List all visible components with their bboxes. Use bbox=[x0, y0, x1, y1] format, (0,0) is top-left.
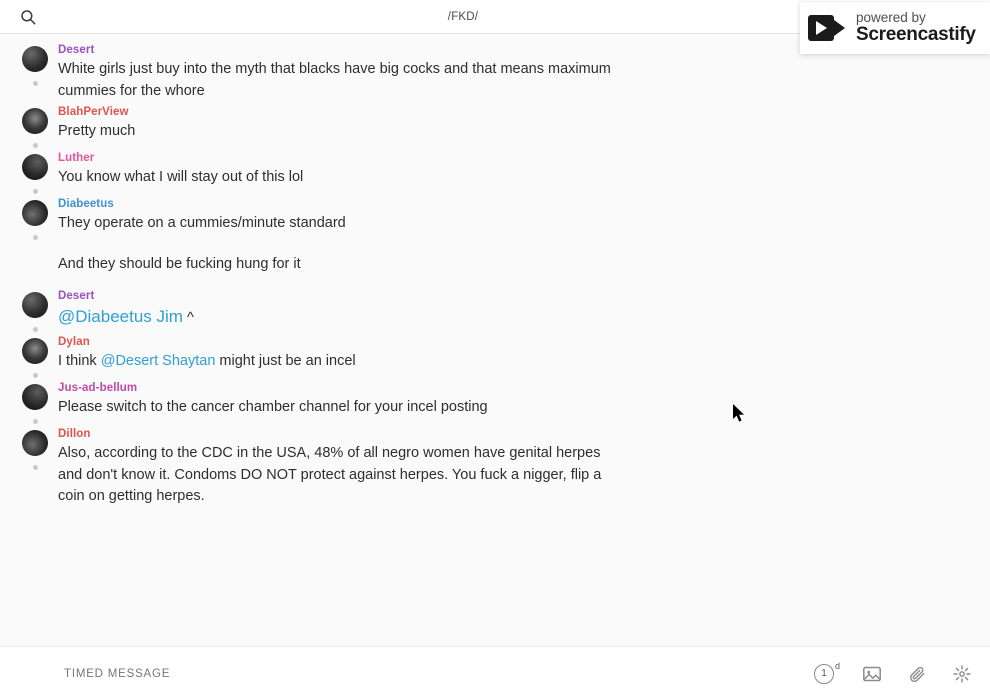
message-text-tail: might just be an incel bbox=[215, 353, 356, 369]
message-body bbox=[58, 150, 976, 194]
message-text bbox=[58, 351, 618, 373]
avatar[interactable] bbox=[22, 384, 48, 410]
avatar[interactable] bbox=[22, 338, 48, 364]
message-gutter bbox=[12, 426, 58, 508]
message-text: White girls just buy into the myth that blacks have big cocks and that means maximum cummies for the whore bbox=[58, 61, 611, 99]
message-gutter bbox=[12, 42, 58, 102]
status-dot bbox=[33, 465, 38, 470]
composer-actions bbox=[812, 662, 972, 686]
message-text-prefix: I think bbox=[58, 353, 101, 369]
message-text bbox=[58, 305, 618, 330]
message-author[interactable]: Dylan bbox=[58, 336, 90, 348]
message-row bbox=[0, 426, 990, 508]
status-dot bbox=[33, 143, 38, 148]
mention-link[interactable]: @Diabeetus Jim bbox=[58, 307, 183, 326]
message-text: Please switch to the cancer chamber channel for your incel posting bbox=[58, 399, 488, 415]
message-gutter bbox=[12, 334, 58, 378]
message-author[interactable]: Desert bbox=[58, 290, 95, 302]
screencastify-brand: Screencastify bbox=[856, 24, 976, 46]
message-gutter bbox=[12, 380, 58, 424]
message-row bbox=[0, 150, 990, 194]
screencastify-text bbox=[856, 11, 976, 45]
message-author[interactable]: Desert bbox=[58, 44, 95, 56]
status-dot bbox=[33, 235, 38, 240]
message-body bbox=[58, 242, 976, 286]
message-gutter bbox=[12, 104, 58, 148]
message-gutter bbox=[12, 196, 58, 240]
avatar-placeholder bbox=[22, 246, 48, 272]
message-body bbox=[58, 288, 976, 332]
sparkle-icon[interactable] bbox=[952, 664, 972, 684]
message-row bbox=[0, 104, 990, 148]
status-dot bbox=[33, 189, 38, 194]
message-row bbox=[0, 288, 990, 332]
message-composer bbox=[0, 646, 990, 700]
status-dot bbox=[33, 81, 38, 86]
message-row bbox=[0, 196, 990, 240]
powered-by-label: powered by bbox=[856, 9, 926, 25]
status-dot bbox=[33, 373, 38, 378]
message-input[interactable] bbox=[62, 667, 812, 681]
message-text: They operate on a cummies/minute standard bbox=[58, 215, 346, 231]
message-author[interactable]: Luther bbox=[58, 152, 95, 164]
app-header bbox=[0, 0, 990, 46]
message-body bbox=[58, 334, 976, 378]
message-gutter bbox=[12, 242, 58, 286]
status-dot bbox=[33, 327, 38, 332]
avatar[interactable] bbox=[22, 108, 48, 134]
message-text-tail: ^ bbox=[182, 310, 194, 326]
message-body bbox=[58, 380, 976, 424]
list-bottom-fade bbox=[0, 630, 990, 646]
message-body bbox=[58, 426, 976, 508]
message-author[interactable]: Diabeetus bbox=[58, 198, 114, 210]
message-author[interactable]: BlahPerView bbox=[58, 106, 129, 118]
message-text: Also, according to the CDC in the USA, 48% of all negro women have genital herpes and don't know it. Condoms DO NOT protect against herpes. You fuck a nigger, flip a coin on getting herpes. bbox=[58, 445, 602, 504]
timer-value: 1 bbox=[814, 664, 834, 684]
image-icon[interactable] bbox=[862, 665, 882, 683]
message-list[interactable] bbox=[0, 34, 990, 646]
message-body bbox=[58, 196, 976, 240]
paperclip-icon[interactable] bbox=[908, 664, 926, 684]
message-row bbox=[0, 334, 990, 378]
message-author[interactable]: Dillon bbox=[58, 428, 91, 440]
screencastify-logo-icon bbox=[808, 11, 850, 45]
message-author[interactable]: Jus-ad-bellum bbox=[58, 382, 138, 394]
message-text: And they should be fucking hung for it bbox=[58, 256, 301, 272]
channel-title: /FKD/ bbox=[447, 10, 479, 23]
avatar[interactable] bbox=[22, 292, 48, 318]
search-icon[interactable] bbox=[19, 8, 37, 26]
message-row bbox=[0, 242, 990, 286]
timer-unit: d bbox=[834, 660, 840, 671]
message-text: Pretty much bbox=[58, 123, 136, 139]
message-text: You know what I will stay out of this lol bbox=[58, 169, 304, 185]
avatar[interactable] bbox=[22, 200, 48, 226]
message-gutter bbox=[12, 150, 58, 194]
message-gutter bbox=[12, 288, 58, 332]
screencastify-overlay bbox=[800, 2, 990, 54]
timer-button[interactable] bbox=[812, 660, 840, 686]
avatar[interactable] bbox=[22, 430, 48, 456]
mention-link[interactable]: @Desert Shaytan bbox=[100, 353, 216, 369]
avatar[interactable] bbox=[22, 154, 48, 180]
avatar[interactable] bbox=[22, 46, 48, 72]
message-row bbox=[0, 380, 990, 424]
header-left-actions bbox=[0, 8, 56, 26]
status-dot bbox=[33, 419, 38, 424]
message-body bbox=[58, 104, 976, 148]
